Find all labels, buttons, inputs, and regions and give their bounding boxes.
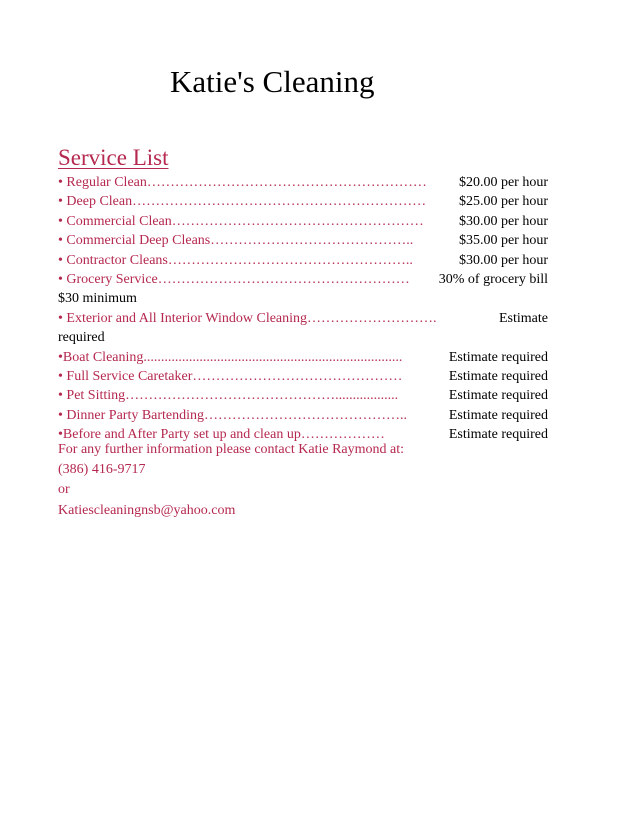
service-item-boat-cleaning (58, 348, 548, 367)
dot-leader: ……………………………………… (192, 369, 403, 385)
service-price: $20.00 per hour (458, 175, 548, 190)
service-name: • Regular Clean (58, 175, 147, 190)
service-price: Estimate required (448, 427, 548, 443)
service-item-pet-sitting (58, 386, 548, 405)
service-name: •Before and After Party set up and clean up (58, 427, 301, 443)
service-list-heading: Service List (58, 145, 169, 170)
service-price: Estimate required (448, 369, 548, 385)
service-price-note: required (58, 330, 105, 346)
service-item-grocery-service (58, 270, 548, 289)
service-price: $25.00 per hour (458, 194, 548, 210)
dot-leader: ……………………………………………… (171, 213, 424, 229)
service-price: Estimate (499, 310, 548, 326)
service-item-regular-clean (58, 173, 548, 192)
service-price: Estimate required (448, 388, 548, 404)
service-name: • Full Service Caretaker (58, 369, 193, 385)
dot-leader: …………………………………………….. (167, 252, 413, 268)
dot-leader: …………………………………….. (204, 407, 408, 423)
dot-leader: .......................................................................... (143, 349, 403, 365)
service-price: $35.00 per hour (458, 233, 548, 249)
service-name: •Boat Cleaning (58, 349, 144, 365)
service-item-dinner-party-bartending (58, 406, 548, 425)
contact-intro: For any further information please contact Katie Raymond at: (58, 442, 405, 457)
service-price: $30.00 per hour (458, 252, 548, 268)
service-list (58, 173, 548, 445)
dot-leader: ……………… (300, 427, 385, 443)
service-name: • Grocery Service (58, 272, 158, 288)
service-name: • Commercial Deep Cleans (58, 233, 211, 249)
dot-leader: ……………………………………………………… (132, 194, 427, 210)
contact-email: Katiescleaningnsb@yahoo.com (58, 502, 236, 518)
service-name: • Pet Sitting (58, 388, 126, 404)
dot-leader: ……………………………………….................. (125, 388, 399, 404)
dot-leader: ……………………………………………… (157, 272, 410, 288)
service-price: Estimate required (448, 407, 548, 423)
service-name: • Commercial Clean (58, 213, 172, 229)
service-name: • Exterior and All Interior Window Cleaning (58, 310, 308, 326)
service-item-contractor-cleans (58, 251, 548, 270)
service-item-window-cleaning (58, 309, 548, 328)
contact-phone: (386) 416-9717 (58, 462, 146, 478)
dot-leader: …………………………………………………… (146, 175, 427, 190)
service-item-full-service-caretaker (58, 367, 548, 386)
service-item-commercial-clean (58, 212, 548, 231)
dot-leader: ………………………. (307, 310, 437, 326)
service-item-commercial-deep-cleans (58, 231, 548, 250)
service-item-deep-clean (58, 192, 548, 211)
service-name: • Dinner Party Bartending (58, 407, 205, 423)
contact-or: or (58, 482, 70, 498)
page-title: Katie's Cleaning (170, 64, 375, 99)
contact-block (58, 440, 404, 521)
service-name: • Contractor Cleans (58, 252, 168, 268)
service-price: $30.00 per hour (458, 213, 548, 229)
service-name: • Deep Clean (58, 194, 133, 210)
service-price-note: $30 minimum (58, 291, 137, 307)
dot-leader: …………………………………….. (210, 233, 414, 249)
service-price: Estimate required (448, 349, 548, 365)
service-price: 30% of grocery bill (438, 272, 548, 288)
